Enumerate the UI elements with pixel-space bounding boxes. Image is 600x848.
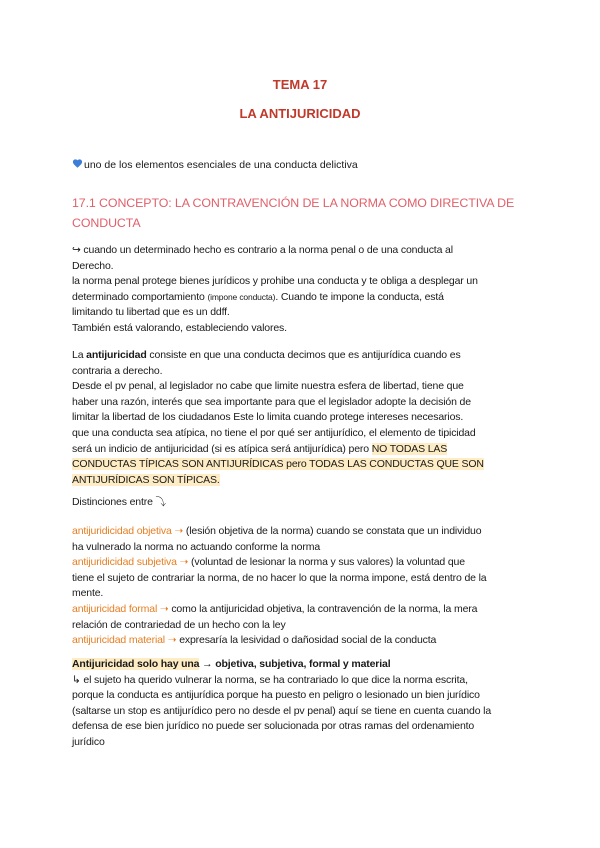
term-label: antijuridicidad objetiva — [72, 525, 172, 537]
text-line: tiene el sujeto de contrariar la norma, de no hacer lo que la norma impone, está dentro de la — [72, 571, 487, 584]
text-span: . Cuando te impone la conducta, está — [275, 290, 444, 303]
blue-heart-icon — [72, 158, 83, 169]
text-line: ↳ el sujeto ha querido vulnerar la norma, se ha contrariado lo que dice la norma escrita, — [72, 673, 468, 686]
text-line — [72, 290, 542, 306]
text-line: defensa de ese bien jurídico no puede ser solucionada por otras ramas del ordenamiento — [72, 720, 475, 733]
term-label: antijuricidad material — [72, 634, 165, 647]
text-span: será un indicio de antijuricidad (si es atípica será antijurídica) pero — [72, 442, 372, 455]
page-title: TEMA 17 — [272, 77, 328, 92]
list-item — [72, 633, 542, 649]
text-span: La — [72, 349, 87, 361]
arrow-icon: ➝ — [176, 556, 192, 569]
text-line: relación de contrariedad de un hecho con la ley — [72, 618, 286, 631]
types-list — [72, 524, 542, 649]
paragraph-antijuricidad — [72, 348, 542, 488]
text-line: Desde el pv penal, al legislador no cabe que limite nuestra esfera de libertad, tiene que — [72, 380, 464, 393]
term-description: expresaría la lesividad o dañosidad social de la conducta — [179, 634, 437, 647]
highlighted-text: ANTIJURÍDICAS SON TÍPICAS. — [72, 473, 220, 486]
paragraph-single-antijuricidad — [72, 657, 542, 751]
text-line: contraria a derecho. — [72, 364, 163, 377]
text-span: determinado comportamiento — [72, 290, 208, 303]
distinciones-label: Distinciones entre ⤵ — [72, 496, 166, 508]
page-subtitle: LA ANTIJURICIDAD — [239, 106, 361, 121]
text-line: mente. — [72, 587, 104, 600]
text-line: ha vulnerado la norma no actuando conforme la norma — [72, 540, 321, 553]
term-description: (voluntad de lesionar la norma y sus valores) la voluntad que — [191, 556, 465, 569]
text-line — [72, 657, 542, 673]
text-line: Derecho. — [72, 259, 114, 272]
text-span: consiste en que una conducta decimos que es antijurídica cuando es — [146, 349, 461, 361]
arrow-icon: ➝ — [171, 525, 186, 537]
text-line: la norma penal protege bienes jurídicos y prohibe una conducta y te obliga a desplegar un — [72, 275, 478, 288]
intro-line — [72, 158, 358, 171]
text-line: haber una razón, interés que sea importante para que el legislador adopte la decisión de — [72, 395, 471, 408]
list-item — [72, 555, 542, 571]
intro-text: uno de los elementos esenciales de una conducta delictiva — [84, 159, 358, 171]
bold-term: antijuricidad — [86, 349, 147, 361]
text-line: ↪ cuando un determinado hecho es contrario a la norma penal o de una conducta al — [72, 244, 453, 256]
text-line: porque la conducta es antijurídica porque ha puesto en peligro o lesionado un bien jurídico — [72, 689, 480, 702]
text-line: jurídico — [72, 735, 105, 748]
list-item — [72, 602, 542, 618]
text-line — [72, 442, 542, 458]
list-item — [72, 524, 542, 540]
arrow-icon: ➝ — [157, 602, 172, 615]
text-line — [72, 457, 542, 473]
highlighted-text: Antijuricidad solo hay una — [72, 658, 200, 670]
term-description: como la antijuricidad objetiva, la contravención de la norma, la mera — [171, 602, 478, 615]
highlighted-text: CONDUCTAS TÍPICAS SON ANTIJURÍDICAS pero TODAS LAS CONDUCTAS QUE SON — [72, 458, 484, 471]
text-line: También está valorando, estableciendo valores. — [72, 321, 287, 334]
arrow-icon: ➝ — [165, 634, 180, 647]
highlighted-text: NO TODAS LAS — [371, 442, 448, 455]
text-line: limitar la libertad de los ciudadanos Este lo limita cuando protege intereses necesarios. — [72, 411, 464, 424]
small-note: (impone conducta) — [207, 291, 276, 302]
term-description: (lesión objetiva de la norma) cuando se constata que un individuo — [185, 525, 482, 537]
term-label: antijuricidad formal — [72, 602, 158, 615]
text-line: (saltarse un stop es antijurídico pero no desde el pv penal) aquí se tiene en cuenta cuando la — [72, 704, 492, 717]
text-line — [72, 473, 542, 489]
text-line — [72, 348, 542, 364]
term-label: antijuridicidad subjetiva — [72, 556, 177, 569]
section-heading: 17.1 CONCEPTO: LA CONTRAVENCIÓN DE LA NORMA COMO DIRECTIVA DE CONDUCTA — [72, 196, 515, 230]
text-line: que una conducta sea atípica, no tiene el por qué ser antijurídico, el elemento de tipicidad — [72, 426, 476, 439]
paragraph-definition — [72, 243, 542, 337]
text-span: → objetiva, subjetiva, formal y material — [199, 658, 391, 670]
text-line: limitando tu libertad que es un ddff. — [72, 306, 230, 319]
